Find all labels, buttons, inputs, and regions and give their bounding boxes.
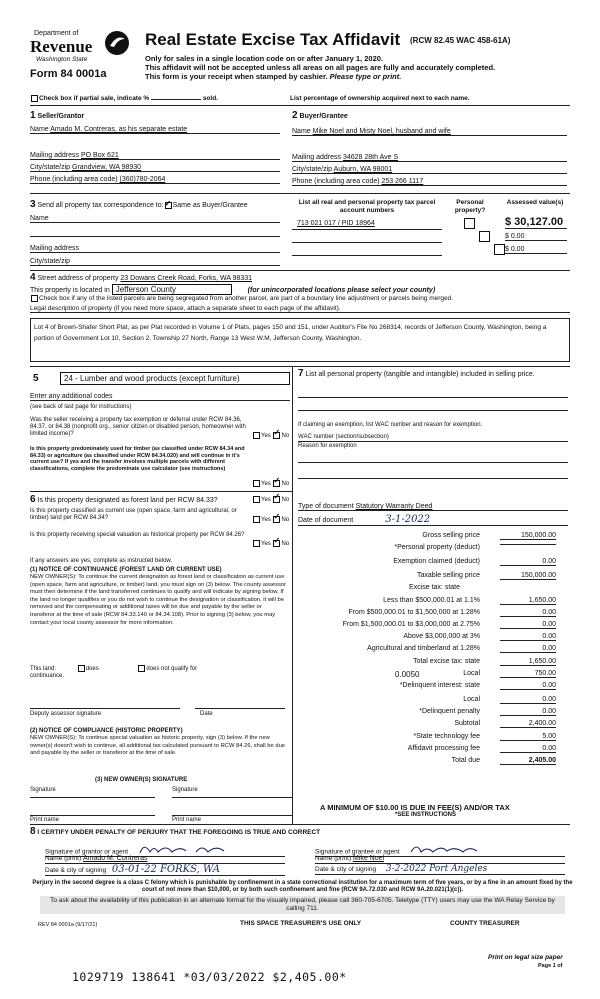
property-street-address[interactable]: 23 Dowans Creek Road, Forks, WA 98331 xyxy=(120,275,253,282)
document-type[interactable]: Statutory Warranty Deed xyxy=(355,503,433,510)
s5-q1: Was the seller receiving a property tax exemption or deferral under RCW 84.36, 84.37, or 84.38 (nonprofit org., senior citizen or disabled person, homeowner with limited income)? xyxy=(30,417,246,437)
accessibility-notice: To ask about the availability of this publication in an alternate format for the visually impaired, please call 360-705-6705. Teletype (TTY) users may use the WA Relay Service by calling 711. xyxy=(40,896,565,914)
header-line3: This form is your receipt when stamped by cashier. Please type or print. xyxy=(145,72,402,81)
s5-q2-no-checkbox[interactable] xyxy=(273,480,280,487)
notice-1-heading: (1) NOTICE OF CONTINUANCE (FOREST LAND OR CURRENT USE) xyxy=(30,567,222,573)
signature-label-1: Signature xyxy=(30,787,56,793)
tax-row-label: *Delinquent interest: state xyxy=(399,682,480,689)
personal-property-checkbox-3[interactable] xyxy=(494,244,505,255)
tax-row-value[interactable]: 0.00 xyxy=(500,558,556,566)
tax-row-label: *Delinquent penalty xyxy=(419,708,480,715)
grantor-date-row: Date & city of signing 03-01-22 FORKS, WA xyxy=(45,866,285,876)
tax-row-value[interactable]: 0.00 xyxy=(500,696,556,704)
same-as-buyer-checkbox[interactable] xyxy=(165,202,172,209)
wac-row: WAC number (section/subsection) xyxy=(298,434,568,442)
document-date[interactable]: 3-1-2022 xyxy=(385,514,431,525)
s3-name-row: Name xyxy=(30,215,280,223)
land-does-checkbox[interactable] xyxy=(78,665,85,672)
tax-row-value[interactable]: 2,400.00 xyxy=(500,720,556,728)
tax-row-value[interactable]: 5.00 xyxy=(500,733,556,741)
segregated-row: Check box if any of the listed parcels are being segregated from another parcel, are part of a boundary line adjustment or parcels being merged. xyxy=(30,295,453,302)
seller-name[interactable]: Amado M. Contreras, as his separate estate xyxy=(50,126,188,133)
exemption-label: If claiming an exemption, list WAC number and reason for exemption. xyxy=(298,422,483,428)
seller-city[interactable]: Grandview, WA 98930 xyxy=(72,164,142,171)
assessed-value-3[interactable]: $ 0.00 xyxy=(505,246,567,254)
segregated-checkbox[interactable] xyxy=(31,295,38,302)
assessed-value-1[interactable]: $ 30,127.00 xyxy=(505,216,567,229)
tax-row-label: Excise tax: state xyxy=(409,584,460,591)
revenue-logo xyxy=(30,30,130,86)
tax-row-label: *Personal property (deduct) xyxy=(394,544,480,551)
s6-q1: 6 Is this property designated as forest land per RCW 84.33? xyxy=(30,494,218,505)
tax-row-value[interactable]: 150,000.00 xyxy=(500,572,556,580)
page-number: Page 1 of xyxy=(538,963,563,969)
see-back-note: (see back of last page for instructions) xyxy=(30,404,132,410)
s6-q1-no-checkbox[interactable] xyxy=(273,496,280,503)
seller-address[interactable]: PO Box 621 xyxy=(80,152,119,159)
form-title: Real Estate Excise Tax Affidavit xyxy=(145,30,401,49)
assessed-value-2[interactable]: $ 0.00 xyxy=(505,233,567,241)
s6-q1-yes-checkbox[interactable] xyxy=(253,496,260,503)
seller-phone-row: Phone (including area code) (360)780-2064 xyxy=(30,176,280,184)
s5-q1-yes-checkbox[interactable] xyxy=(253,432,260,439)
legal-paper-note: Print on legal size paper xyxy=(488,954,563,961)
this-land-row: This land: does does not qualify for xyxy=(30,666,198,673)
additional-codes-row: Enter any additional codes xyxy=(30,393,290,401)
county-treasurer-label: COUNTY TREASURER xyxy=(450,920,520,927)
s7-heading: 7 List all personal property (tangible and intangible) included in selling price. xyxy=(298,368,535,379)
seller-name-row: Name Amado M. Contreras, as his separate estate xyxy=(30,126,280,134)
grantor-signature-row: Signature of grantor or agent xyxy=(45,842,285,857)
seller-city-row: City/state/zip Grandview, WA 98930 xyxy=(30,164,280,172)
notice-3-heading: (3) NEW OWNER(S) SIGNATURE xyxy=(95,777,188,783)
s5-q2: Is this property predominately used for timber (as classified under RCW 84.34 and 84.33) or agriculture (as classified under RCW 84.34.020) and will continue in it's current use? If yes and the transfer involves multiple parcels with different classifications, complete the predominate use calculator (see instructions) xyxy=(30,446,245,472)
tax-row-value[interactable] xyxy=(500,544,556,545)
buyer-phone-row: Phone (including area code) 253 266 1117 xyxy=(292,178,567,186)
buyer-heading: 2 Buyer/Grantee xyxy=(292,110,348,121)
buyer-city[interactable]: Auburn, WA 98001 xyxy=(333,166,393,173)
grantor-print-name[interactable]: Amado M. Contreras xyxy=(82,855,148,862)
tax-row-value[interactable]: 2,405.00 xyxy=(500,757,556,765)
washington-state-label: Washington State xyxy=(36,56,88,63)
personal-property-header: Personal property? xyxy=(454,199,486,214)
tax-row-value[interactable]: 1,650.00 xyxy=(500,658,556,666)
s6-q3-answers: Yes ✓ No xyxy=(252,540,289,548)
tax-row-label: *State technology fee xyxy=(413,733,480,740)
personal-property-checkbox-2[interactable] xyxy=(479,231,490,242)
tax-row-label: Gross selling price xyxy=(422,532,480,539)
s6-ifany: If any answers are yes, complete as instructed below. xyxy=(30,558,173,564)
tax-row-label: Subtotal xyxy=(454,720,480,727)
s6-q2-no-checkbox[interactable] xyxy=(273,516,280,523)
tax-row-value[interactable]: 0.00 xyxy=(500,609,556,617)
s6-q1-answers: Yes ✓ No xyxy=(252,496,289,504)
signature-label-2: Signature xyxy=(172,787,198,793)
grantee-name-row: Name (print) Mike Noel xyxy=(315,855,565,864)
buyer-address-row: Mailing address 34628 28th Ave S xyxy=(292,154,567,162)
tax-row-value[interactable]: 0.00 xyxy=(500,645,556,653)
tax-row-label: Taxable selling price xyxy=(416,572,480,579)
legal-desc-label: Legal description of property (if you need more space, attach a separate sheet to each page of the affidavit). xyxy=(30,305,570,313)
s6-q2-answers: Yes ✓ No xyxy=(252,516,289,524)
tax-row-value[interactable]: 1,650.00 xyxy=(500,597,556,605)
located-row: This property is located in Jefferson County (for unincorporated locations please select your county) xyxy=(30,285,436,294)
perjury-notice: Perjury in the second degree is a class C felony which is punishable by confinement in a state correctional institution for a maximum term of five years, or by a fine in an amount fixed by the court of not more than $10,000, or by both such confinement and fine (RCW 9A.72.030 and RCW 9A.20.021(1)(c)). xyxy=(32,880,573,893)
seller-phone[interactable]: (360)780-2064 xyxy=(119,176,166,183)
legal-description[interactable]: Lot 4 of Brown-Shafer Short Plat, as per Plat recorded in Volume 1 of Plats, pages 150 and 151, under Auditor's File No 268314, records of Jefferson County, Washington, being a portion of Government Lot 10, Section 2, Township 27 North, Range 13 West W.M, Jefferson County, Washington. xyxy=(30,318,570,362)
local-tax-rate[interactable]: 0.0050 xyxy=(395,670,420,679)
tax-row-value[interactable]: 0.00 xyxy=(500,745,556,753)
s6-q2: Is this property classified as current use (open space, farm and agricultural, or timber) land per RCW 84.34? xyxy=(30,508,237,521)
tax-row-label: From $500,000.01 to $1,500,000 at 1.28% xyxy=(348,609,480,616)
partial-sale-row: Check box if partial sale, indicate % sold. xyxy=(30,95,218,102)
continuance-label: continuance. xyxy=(30,673,65,679)
notice-2-text: NEW OWNER(S): To continue special valuation as historic property, sign (3) below. If the new owner(s) doesn't wish to continue, all additional tax calculated pursuant to RCW 84.26, shall be due and payable by the seller or transferor at the time of sale. xyxy=(30,735,286,757)
tax-row-label: Affidavit processing fee xyxy=(407,745,480,752)
s6-q3-yes-checkbox[interactable] xyxy=(253,540,260,547)
tax-row-label: Exemption claimed (deduct) xyxy=(393,558,480,565)
grantor-name-row: Name (print) Amado M. Contreras xyxy=(45,855,285,864)
tax-row-label: Less than $500,000.01 at 1.1% xyxy=(383,597,480,604)
s5-q2-yes-checkbox[interactable] xyxy=(253,480,260,487)
s5-q1-answers: Yes ✓ No xyxy=(252,432,289,440)
s6-q3-no-checkbox[interactable] xyxy=(273,540,280,547)
county-select[interactable]: Jefferson County xyxy=(112,284,232,295)
s3-address-row: Mailing address xyxy=(30,245,280,253)
deputy-assessor-label: Deputy assessor signature xyxy=(30,711,102,717)
grantee-date-city[interactable]: 3-2-2022 Port Angeles xyxy=(385,864,488,874)
minimum-note: A MINIMUM OF $10.00 IS DUE IN FEE(S) AND/OR TAX xyxy=(320,803,510,812)
tax-row-label: Agricultural and timberland at 1.28% xyxy=(367,645,480,652)
s5-q1-no-checkbox[interactable] xyxy=(273,432,280,439)
tax-row-value[interactable]: 0.00 xyxy=(500,633,556,641)
list-percentage-note: List percentage of ownership acquired next to each name. xyxy=(290,95,470,102)
tax-row-label: From $1,500,000.01 to $3,000,000 at 2.75% xyxy=(342,621,480,628)
grantor-date-city[interactable]: 03-01-22 FORKS, WA xyxy=(111,864,220,875)
section-5-num: 5 xyxy=(33,373,39,384)
buyer-city-row: City/state/zip Auburn, WA 98001 xyxy=(292,166,567,174)
grantor-signature[interactable] xyxy=(136,842,246,856)
partial-sale-checkbox[interactable] xyxy=(31,95,38,102)
print-name-label-2: Print name xyxy=(172,817,202,823)
grantee-print-name[interactable]: Mike Noel xyxy=(352,855,385,862)
buyer-address[interactable]: 34628 28th Ave S xyxy=(342,154,399,161)
doc-type-row: Type of document Statutory Warranty Deed xyxy=(298,503,568,511)
grantee-signature[interactable] xyxy=(407,842,507,856)
certify-heading: 8 I CERTIFY UNDER PENALTY OF PERJURY THAT THE FOREGOING IS TRUE AND CORRECT xyxy=(30,826,321,837)
tax-row-value[interactable]: 150,000.00 xyxy=(500,532,556,540)
tax-row-value[interactable]: 0.00 xyxy=(500,682,556,690)
buyer-phone[interactable]: 253 266 1117 xyxy=(381,178,424,185)
print-name-label-1: Print name xyxy=(30,817,60,823)
treasurer-use-label: THIS SPACE TREASURER'S USE ONLY xyxy=(240,920,362,927)
buyer-name[interactable]: Mike Noel and Misty Noel, husband and wife xyxy=(312,128,451,135)
personal-property-checkbox-1[interactable] xyxy=(464,218,475,229)
notice-1-text: NEW OWNER(S): To continue the current designation as forest land or classification as current use (open space, farm and agriculture, or timber) land, you must sign on (3) below. The county assessor must then determine if the land transferred continues to qualify and will indicate by signing below. If the land no longer qualifies or you do not wish to continue the designation or classification, it will be removed and the compensating or additional taxes will be due and payable by the seller or transferor at the time of sale (RCW 84.33.140 or 84.34.108). Prior to signing (3) below, you may contact your local county assessor for more information. xyxy=(30,574,287,626)
cashier-stamp: 1029719 138641 *03/03/2022 $2,405.00* xyxy=(72,970,347,984)
tax-row-value[interactable]: 0.00 xyxy=(500,621,556,629)
form-number: Form 84 0001a xyxy=(30,68,107,80)
buyer-name-row: Name Mike Noel and Misty Noel, husband and wife xyxy=(292,128,567,136)
notice-2-heading: (2) NOTICE OF COMPLIANCE (HISTORIC PROPERTY) xyxy=(30,728,183,734)
deputy-date-label: Date xyxy=(200,711,213,717)
tax-row-value[interactable]: 750.00 xyxy=(500,670,556,678)
header-line2: This affidavit will not be accepted unless all areas on all pages are fully and accurately completed. xyxy=(145,63,496,72)
seller-heading: 1 Seller/Grantor xyxy=(30,110,85,121)
grantee-date-row: Date & city of signing 3-2-2022 Port Angeles xyxy=(315,866,565,875)
use-code-select[interactable]: 24 - Lumber and wood products (except furniture) xyxy=(60,372,290,385)
tax-row-label: Total excise tax: state xyxy=(413,658,480,665)
grantee-signature-row: Signature of grantee or agent xyxy=(315,842,565,857)
tax-row-label: Local xyxy=(463,670,480,677)
street-address-row: 4 Street address of property 23 Dowans Creek Road, Forks, WA 98331 xyxy=(30,272,253,283)
parcels-header: List all real and personal property tax parcel account numbers xyxy=(298,199,436,214)
dept-label: Department of xyxy=(34,30,79,37)
s3-city-row: City/state/zip xyxy=(30,258,280,266)
reason-row: Reason for exemption xyxy=(298,443,357,449)
doc-date-row: Date of document 3-1-2022 xyxy=(298,514,568,526)
parcel-number-1[interactable]: 713 021 017 / PID 18964 xyxy=(297,220,375,227)
tax-row-label: Above $3,000,000 at 3% xyxy=(403,633,480,640)
tax-row-label: Total due xyxy=(451,757,480,764)
s6-q3: Is this property receiving special valuation as historical property per RCW 84.26? xyxy=(30,532,245,538)
tax-row-value[interactable]: 0.00 xyxy=(500,708,556,716)
revenue-swirl-icon xyxy=(104,30,130,56)
tax-row-label: Local xyxy=(463,696,480,703)
revision-label: REV 84 0001a (9/17/21) xyxy=(38,922,98,928)
form-rcw: (RCW 82.45 WAC 458-61A) xyxy=(410,36,511,45)
revenue-label: Revenue xyxy=(30,37,93,56)
land-does-not-checkbox[interactable] xyxy=(138,665,145,672)
s5-q2-answers: Yes ✓ No xyxy=(252,480,289,488)
s6-q2-yes-checkbox[interactable] xyxy=(253,516,260,523)
assessed-value-header: Assessed value(s) xyxy=(506,199,564,206)
section-3-heading: 3 Send all property tax correspondence to:✓ Same as Buyer/Grantee xyxy=(30,199,248,210)
seller-address-row: Mailing address PO Box 621 xyxy=(30,152,280,160)
see-instructions-note: *SEE INSTRUCTIONS xyxy=(395,812,457,818)
header-line1: Only for sales in a single location code on or after January 1, 2020. xyxy=(145,54,383,63)
